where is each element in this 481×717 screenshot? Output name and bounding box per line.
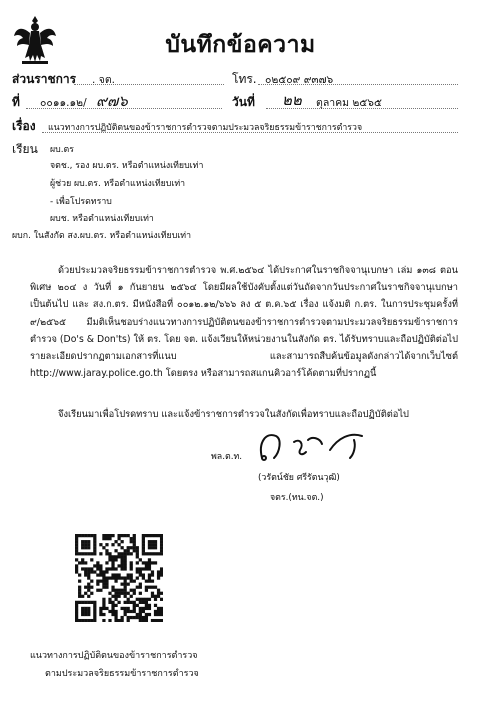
recipient-item: จตช., รอง ผบ.ตร. หรือตำแหน่งเทียบเท่า [50, 161, 204, 171]
to-value: ผบ.ตร [50, 145, 74, 155]
number-label: ที่ [12, 95, 20, 109]
agency-label: ส่วนราชการ [12, 72, 77, 86]
subject-label: เรื่อง [12, 119, 36, 133]
subject-value: แนวทางการปฏิบัติตนของข้าราชการตำรวจตามประมวลจริยธรรมข้าราชการตำรวจ [48, 123, 363, 133]
signature-icon [250, 428, 370, 464]
memo-title: บันทึกข้อความ [165, 32, 316, 58]
phone-value: ๐๒๕๐๙ ๙๓๗๖ [265, 74, 334, 86]
closing-line: จึงเรียนมาเพื่อโปรดทราบ และแจ้งข้าราชการตำรวจในสังกัดเพื่อทราบและถือปฏิบัติต่อไป [58, 409, 409, 420]
number-handwritten: ๙๗๖ [96, 92, 128, 110]
to-label: เรียน [12, 142, 38, 156]
date-month-year: ตุลาคม ๒๕๖๕ [316, 97, 382, 109]
recipient-item: ผบช. หรือตำแหน่งเทียบเท่า [50, 214, 154, 224]
body-paragraph: ด้วยประมวลจริยธรรมข้าราชการตำรวจ พ.ศ.๒๕๖๔ ได้ประกาศในราชกิจจานุเบกษา เล่ม ๑๓๘ ตอนพิเศษ ๒๐๔ ง วันที่ ๑ กันยายน ๒๕๖๔ โดยมีผลใช้บังคับตั้งแต่วันถัดจากวันประกาศในราชกิจจานุเบกษาเป็นต้นไป และ สง.ก.ตร. มีหนังสือที่ ๐๐๑๒.๑๒/๖๖๖ ลง ๕ ต.ค.๖๕ เรื่อง แจ้งมติ ก.ตร. ในการประชุมครั้งที่ ๙/๒๕๖๕ มีมติเห็นชอบร่างแนวทางการปฏิบัติตนของข้าราชการตำรวจตามประมวลจริยธรรมข้าราชการตำรวจ (Do's & Don'ts) ให้ ตร. โดย จต. แจ้งเวียนให้หน่วยงานในสังกัด ตร. ได้รับทราบและถือปฏิบัติต่อไป รายละเอียดปรากฏตามเอกสารที่แนบ และสามารถสืบค้นข้อมูลดังกล่าวได้จากเว็บไซต์ http://www.jaray.police.go.th โดยตรง หรือสามารถสแกนคิวอาร์โค้ดตามที่ปรากฏนี้ [30, 265, 458, 380]
date-label: วันที่ [232, 95, 255, 109]
recipient-item: ผบก. ในสังกัด สง.ผบ.ตร. หรือตำแหน่งเทียบเท่า [12, 231, 192, 241]
footer-line-2: ตามประมวลจริยธรรมข้าราชการตำรวจ [45, 669, 199, 679]
number-value: ๐๐๑๑.๑๒/ [40, 97, 87, 109]
date-day: ๒๒ [282, 91, 302, 109]
phone-label: โทร. [232, 72, 257, 86]
footer-line-1: แนวทางการปฏิบัติตนของข้าราชการตำรวจ [30, 651, 198, 661]
agency-value: . จต. [92, 74, 115, 86]
signer-position: จตร.(ทน.จต.) [270, 493, 324, 503]
recipient-note: - เพื่อโปรดทราบ [50, 197, 112, 207]
signer-rank: พล.ต.ท. [211, 452, 243, 462]
qr-code-icon [75, 534, 163, 622]
recipient-item: ผู้ช่วย ผบ.ตร. หรือตำแหน่งเทียบเท่า [50, 179, 186, 189]
signer-name: (วรัตน์ชัย ศรีรัตนวุฒิ) [258, 473, 340, 483]
